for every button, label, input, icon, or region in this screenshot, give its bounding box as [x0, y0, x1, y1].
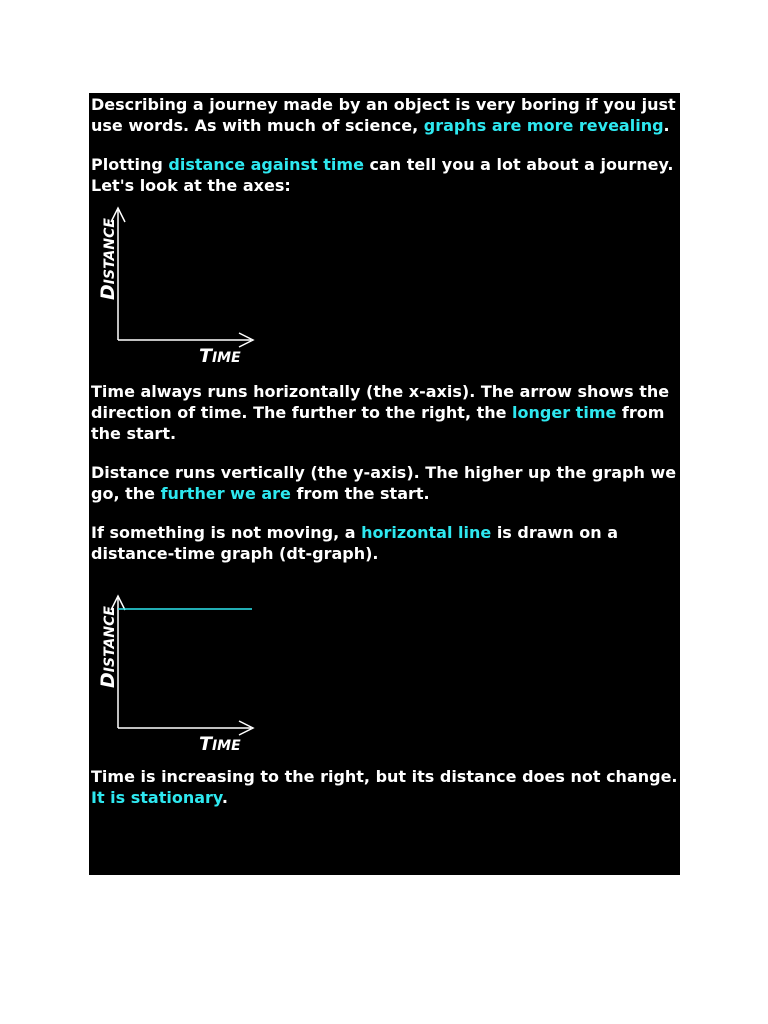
paragraph-intro: Describing a journey made by an object is very boring if you just use words. As with much of science, graphs are more revealing.	[91, 95, 676, 135]
document-page	[89, 93, 680, 875]
highlight-text: horizontal line	[361, 523, 492, 542]
paragraph-not-moving: If something is not moving, a horizontal line is drawn on a distance-time graph (dt-graph).	[91, 523, 619, 563]
highlight-text: graphs are more revealing	[423, 116, 664, 135]
highlight-text: It is stationary	[91, 788, 222, 807]
y-axis-label: DISTANCE	[97, 606, 119, 688]
axes-diagram	[91, 202, 261, 367]
paragraph-stationary: Time is increasing to the right, but its distance does not change. It is stationary.	[91, 767, 678, 807]
paragraph-time-axis: Time always runs horizontally (the x-axis). The arrow shows the direction of time. The further to the right, the longer time from the start.	[91, 382, 670, 443]
highlight-text: further we are	[160, 484, 291, 503]
highlight-text: distance against time	[168, 155, 364, 174]
x-axis-label: TIME	[199, 733, 241, 752]
paragraph-plotting: Plotting distance against time can tell you a lot about a journey. Let's look at the axes:	[91, 155, 674, 195]
highlight-text: longer time	[512, 403, 617, 422]
paragraph-distance-axis: Distance runs vertically (the y-axis). The higher up the graph we go, the further we are from the start.	[91, 463, 677, 503]
x-axis-label: TIME	[199, 345, 241, 367]
stationary-graph	[91, 582, 261, 752]
y-axis-label: DISTANCE	[97, 218, 119, 300]
